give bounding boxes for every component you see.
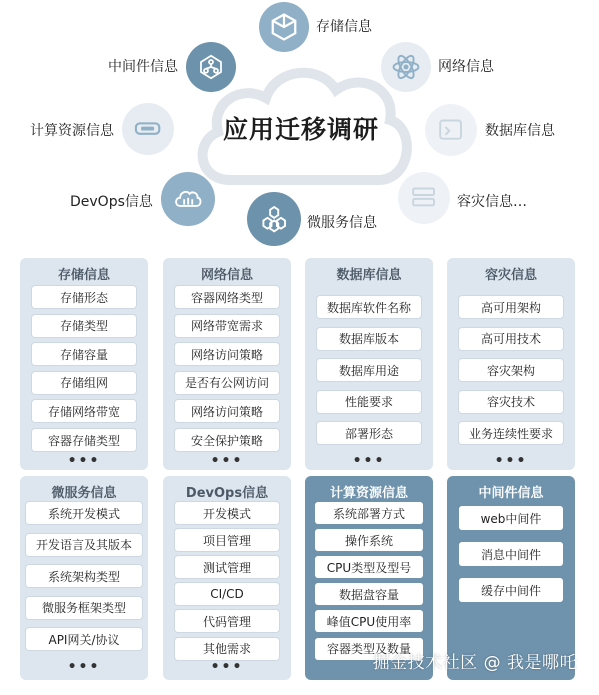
card-item: 高可用技术 (459, 328, 563, 350)
atom-icon (381, 42, 431, 92)
card-item: 微服务框架类型 (26, 597, 142, 619)
card-item: 项目管理 (175, 529, 279, 551)
card-item: 网络访问策略 (175, 400, 279, 422)
card-item: 存储网络带宽 (32, 400, 136, 422)
card-item: 操作系统 (315, 529, 423, 551)
card-title: 网络信息 (200, 268, 253, 283)
cube-icon (259, 2, 309, 52)
card-item: 峰值CPU使用率 (315, 610, 423, 632)
card-item: 测试管理 (175, 556, 279, 578)
node-label: 计算资源信息 (30, 123, 114, 139)
card-item: 部署形态 (317, 422, 421, 444)
card-item: 容灾技术 (459, 391, 563, 413)
more-dots: ••• (67, 453, 101, 469)
more-dots: ••• (210, 659, 244, 675)
card-item: 是否有公网访问 (175, 372, 279, 394)
card-title: 容灾信息 (484, 268, 537, 283)
node-label: 容灾信息… (457, 194, 527, 210)
migration-hub (0, 0, 599, 255)
card-item: 数据库软件名称 (317, 296, 421, 318)
card-item: 其他需求 (175, 638, 279, 660)
card-item: 容灾架构 (459, 359, 563, 381)
card-title: 计算资源信息 (329, 486, 408, 501)
card-item: 开发模式 (175, 502, 279, 524)
card-title: 中间件信息 (478, 486, 544, 501)
card-item: 数据盘容量 (315, 583, 423, 605)
card-item: 系统部署方式 (315, 502, 423, 524)
card-item: CPU类型及型号 (315, 556, 423, 578)
card-item: CI/CD (175, 583, 279, 605)
more-dots: ••• (352, 453, 386, 469)
server-icon (398, 172, 450, 224)
card-item: 数据库版本 (317, 328, 421, 350)
card (163, 476, 291, 680)
card-item: 开发语言及其版本 (26, 534, 142, 556)
card-item: 容器类型及数量 (315, 638, 423, 660)
card (305, 258, 433, 470)
card-item: 存储类型 (32, 315, 136, 337)
card (447, 258, 575, 470)
card-item: 消息中间件 (459, 542, 563, 566)
network-tree-icon (186, 42, 236, 92)
card (20, 476, 148, 680)
cloud-sliders-icon (161, 172, 215, 226)
node-label: 中间件信息 (108, 59, 178, 75)
more-dots: ••• (494, 453, 528, 469)
card (163, 258, 291, 470)
node-label: 网络信息 (438, 59, 494, 75)
card-item: 缓存中间件 (459, 578, 563, 602)
card-item: 存储容量 (32, 343, 136, 365)
chip-icon (122, 103, 174, 155)
card-item: 代码管理 (175, 610, 279, 632)
card-item: web中间件 (459, 506, 563, 530)
more-dots: ••• (67, 659, 101, 675)
card-item: 存储组网 (32, 372, 136, 394)
node-label: DevOps信息 (70, 194, 153, 210)
card-title: 微服务信息 (51, 486, 117, 501)
database-icon (425, 104, 477, 156)
card-title: DevOps信息 (185, 486, 269, 501)
card-item: 性能要求 (317, 391, 421, 413)
card-title: 存储信息 (57, 268, 110, 283)
hexagon-cluster-icon (247, 192, 301, 246)
card-item: 高可用架构 (459, 296, 563, 318)
card (20, 258, 148, 470)
node-label: 微服务信息 (307, 215, 377, 231)
node-label: 数据库信息 (485, 123, 555, 139)
card-item: 系统开发模式 (26, 502, 142, 524)
card-item: 安全保护策略 (175, 429, 279, 451)
card-item: 存储形态 (32, 286, 136, 308)
card-item: API网关/协议 (26, 628, 142, 650)
card-item: 系统架构类型 (26, 565, 142, 587)
card-item: 业务连续性要求 (459, 422, 563, 444)
center-title: 应用迁移调研 (222, 115, 379, 144)
more-dots: ••• (210, 453, 244, 469)
card-item: 容器存储类型 (32, 429, 136, 451)
card-item: 网络访问策略 (175, 343, 279, 365)
card-item: 容器网络类型 (175, 286, 279, 308)
card-item: 网络带宽需求 (175, 315, 279, 337)
watermark: 掘金技术社区 @ 我是哪吒 (372, 653, 577, 673)
node-label: 存储信息 (316, 19, 372, 35)
card-item: 数据库用途 (317, 359, 421, 381)
card-title: 数据库信息 (336, 268, 402, 283)
